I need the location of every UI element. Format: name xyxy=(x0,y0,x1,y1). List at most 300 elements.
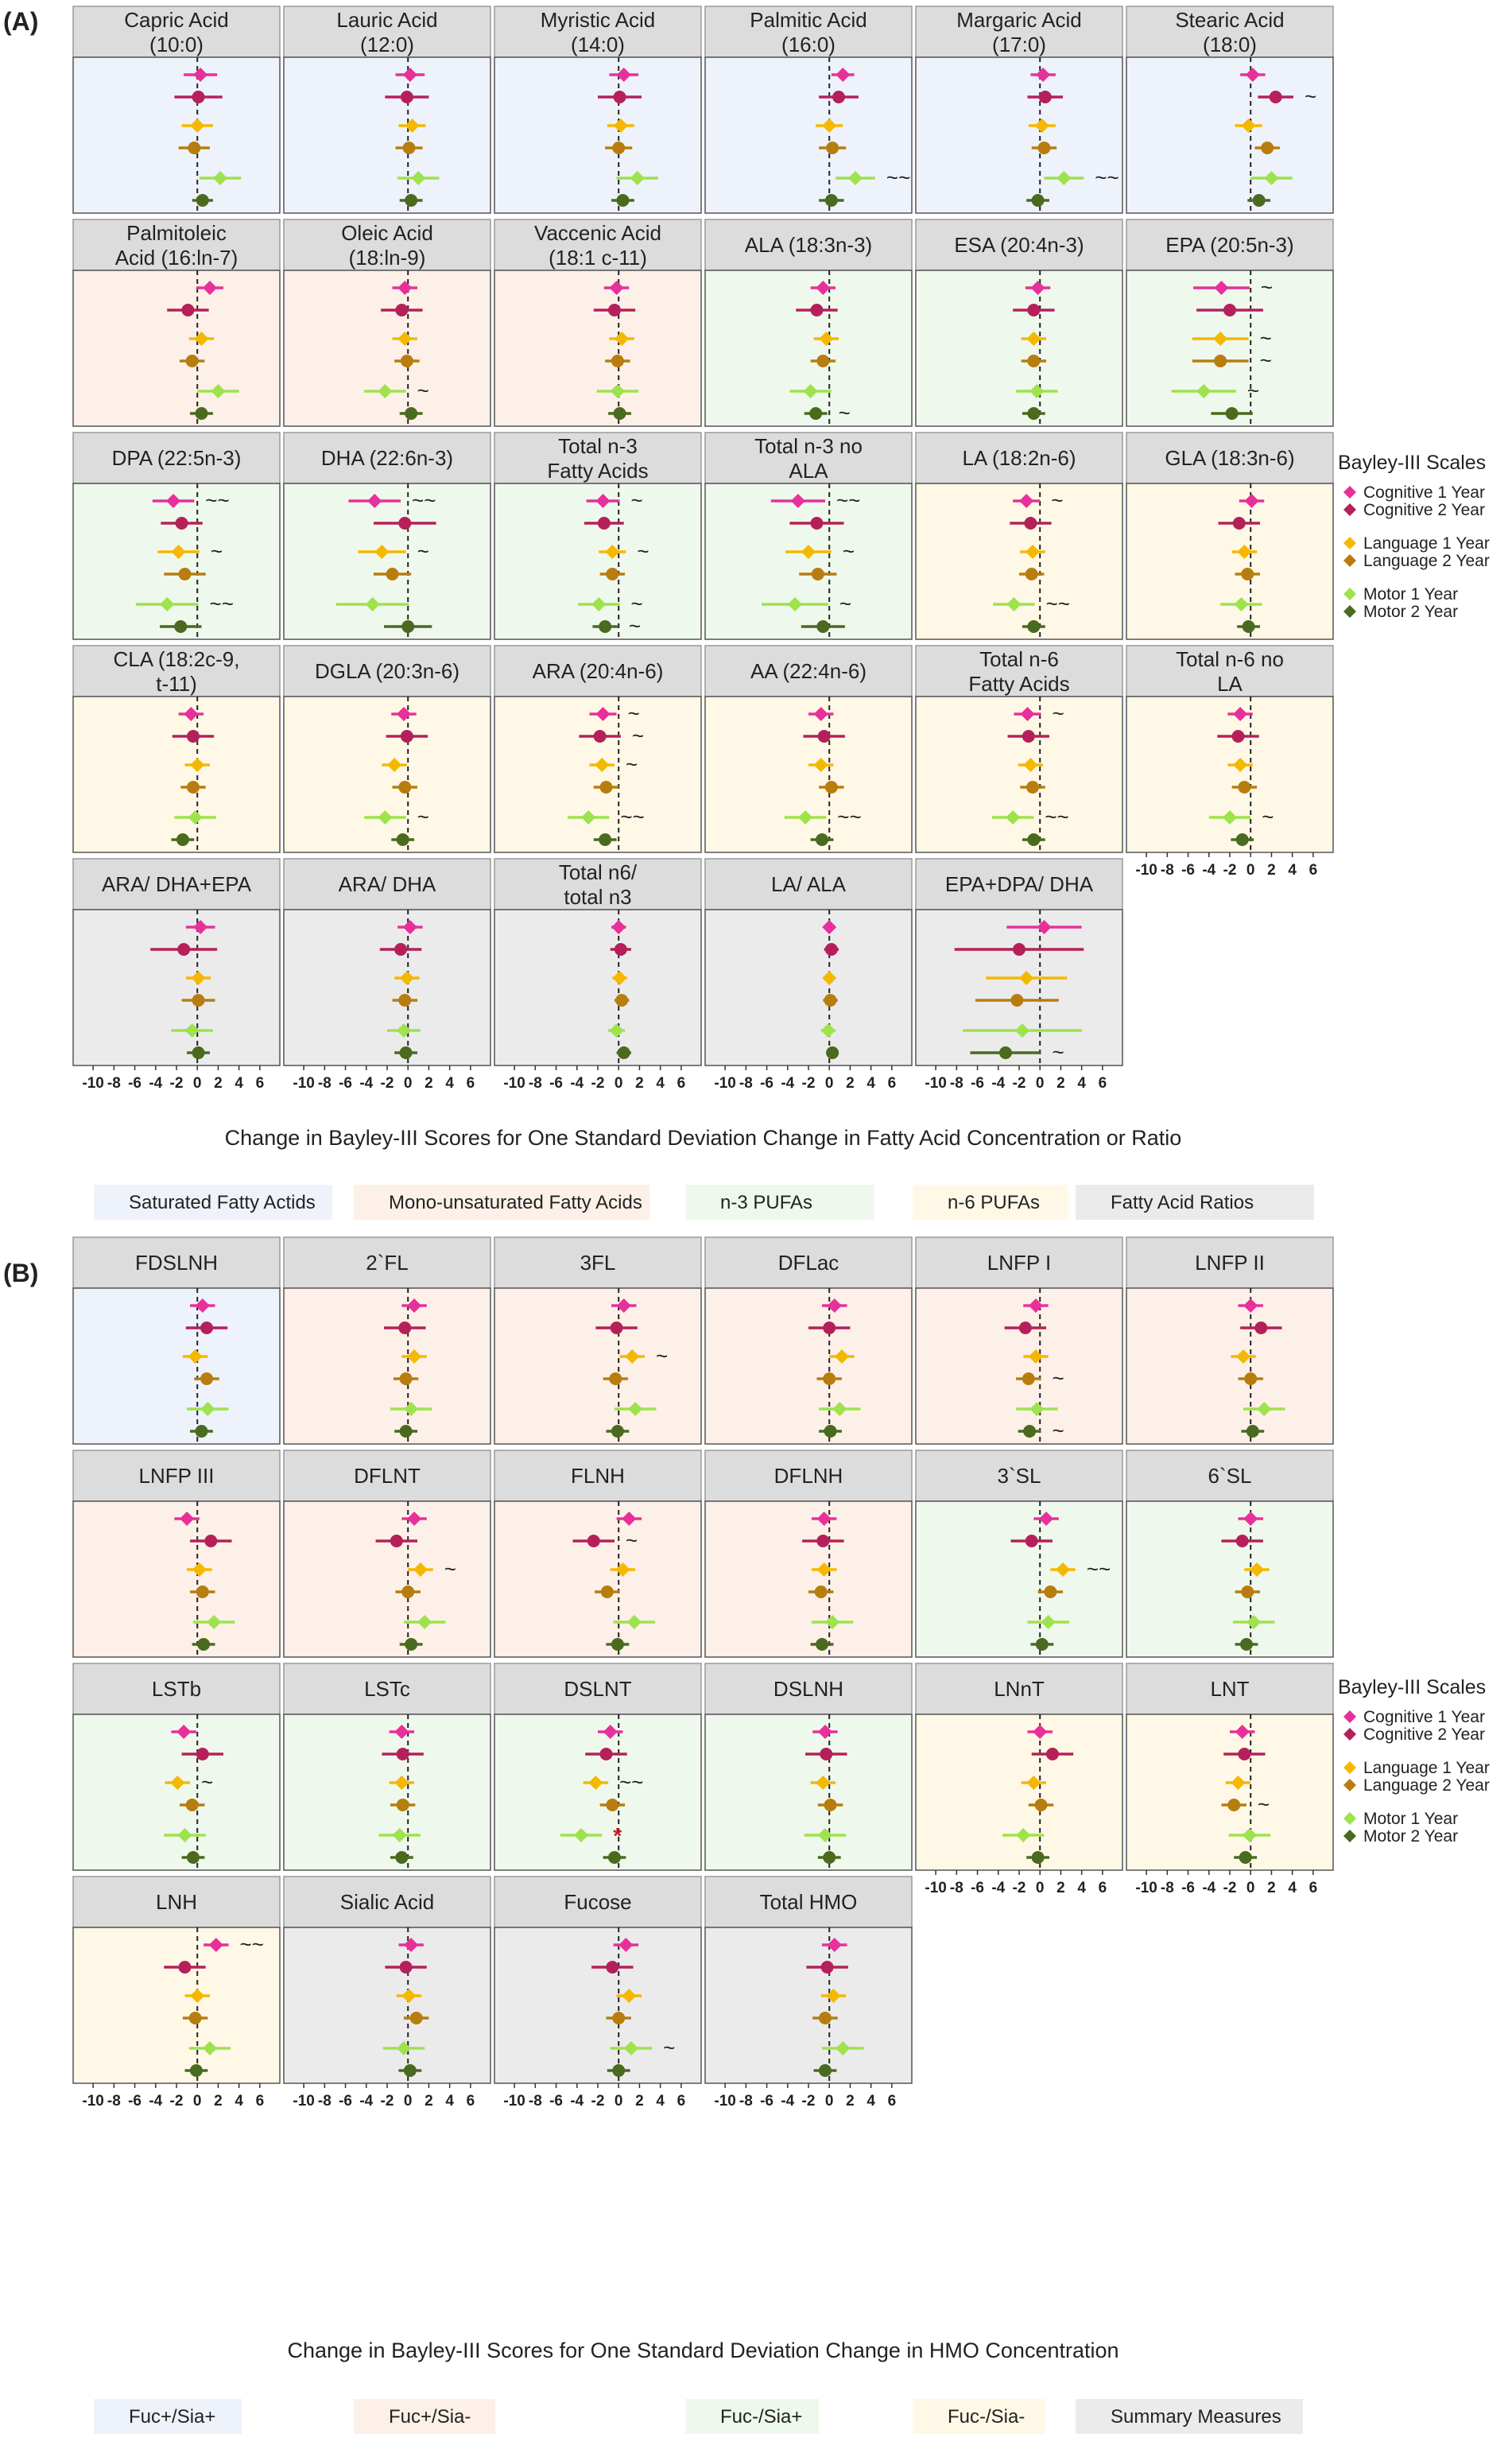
x-tick-label: -2 xyxy=(1223,862,1237,879)
significance-mark: ~ xyxy=(1259,348,1272,372)
point-estimate-marker xyxy=(594,730,607,743)
x-tick-label: -8 xyxy=(528,2093,542,2110)
facet-body xyxy=(1126,1288,1333,1444)
point-estimate-marker xyxy=(618,1046,630,1059)
significance-mark: ~ xyxy=(630,488,643,512)
point-estimate-marker xyxy=(386,568,399,580)
x-tick-label: -8 xyxy=(1160,1880,1174,1896)
point-estimate-marker xyxy=(1243,620,1255,633)
point-estimate-marker xyxy=(196,1748,209,1760)
x-tick-label: -4 xyxy=(781,1075,795,1092)
facet-title: Fucose xyxy=(564,1890,632,1914)
x-tick-label: -8 xyxy=(739,2093,753,2110)
x-axis xyxy=(1135,1870,1317,1896)
facet-title: Acid (16:ln-7) xyxy=(114,246,238,270)
point-estimate-marker xyxy=(1227,1799,1240,1811)
facet-panel xyxy=(73,1877,280,2083)
x-tick-label: -2 xyxy=(380,1075,394,1092)
x-tick-label: 6 xyxy=(1308,1880,1318,1896)
facet-body xyxy=(284,1501,490,1657)
facet-body xyxy=(705,483,912,639)
x-tick-label: -10 xyxy=(714,1075,736,1092)
point-estimate-marker xyxy=(1244,1372,1257,1385)
facet-panel xyxy=(916,433,1122,639)
facet-title: 3`SL xyxy=(997,1464,1041,1488)
facet-body xyxy=(705,697,912,852)
x-tick-label: -2 xyxy=(1012,1880,1026,1896)
significance-mark: ~~ xyxy=(837,805,862,829)
significance-mark: ~ xyxy=(210,539,223,563)
x-axis xyxy=(503,1065,685,1092)
significance-mark: ~~ xyxy=(619,1770,644,1794)
facet-title: (18:1 c-11) xyxy=(549,246,647,270)
facet-body xyxy=(705,910,912,1065)
x-tick-label: 0 xyxy=(1035,1880,1045,1896)
point-estimate-marker xyxy=(612,2012,625,2024)
facet-body xyxy=(73,1501,280,1657)
significance-mark: ~ xyxy=(625,752,638,776)
point-estimate-marker xyxy=(601,1586,614,1598)
x-tick-label: -10 xyxy=(293,2093,315,2110)
point-estimate-marker xyxy=(1233,517,1246,530)
x-tick-label: -4 xyxy=(359,2093,374,2110)
x-tick-label: 6 xyxy=(1308,862,1318,879)
panel-label-a: (A) xyxy=(3,7,39,36)
point-estimate-marker xyxy=(204,1535,217,1547)
x-tick-label: 6 xyxy=(677,2093,686,2110)
x-tick-label: 0 xyxy=(614,1075,623,1092)
point-estimate-marker xyxy=(192,1046,205,1059)
point-estimate-marker xyxy=(609,1372,622,1385)
point-estimate-marker xyxy=(401,355,413,367)
x-tick-label: -2 xyxy=(591,1075,605,1092)
facet-title: Fatty Acids xyxy=(968,672,1070,696)
x-tick-label: -6 xyxy=(549,2093,564,2110)
point-estimate-marker xyxy=(825,943,838,956)
x-tick-label: 0 xyxy=(824,1075,834,1092)
legend-marker xyxy=(1343,1728,1356,1741)
facet-title: Total n-6 no xyxy=(1176,647,1284,671)
x-tick-label: 0 xyxy=(614,2093,623,2110)
facet-panel xyxy=(73,219,280,426)
legend-label: Cognitive 2 Year xyxy=(1363,1725,1485,1744)
significance-mark: ~ xyxy=(842,539,855,563)
x-tick-label: -8 xyxy=(107,1075,121,1092)
facet-title: ARA/ DHA xyxy=(338,872,436,896)
facet-panel xyxy=(916,859,1122,1065)
x-tick-label: 2 xyxy=(214,1075,223,1092)
point-estimate-marker xyxy=(599,1748,612,1760)
point-estimate-marker xyxy=(397,1799,409,1811)
significance-mark: ~~ xyxy=(1045,805,1069,829)
facet-panel xyxy=(1126,1663,1333,1870)
point-estimate-marker xyxy=(1236,1535,1249,1547)
significance-mark: ~ xyxy=(838,401,851,425)
facet-title: 3FL xyxy=(580,1251,616,1275)
facet-title: LA (18:2n-6) xyxy=(962,446,1076,470)
significance-mark: ~ xyxy=(417,378,429,402)
point-estimate-marker xyxy=(1236,833,1249,846)
x-tick-label: -10 xyxy=(925,1880,947,1896)
facet-body xyxy=(73,910,280,1065)
point-estimate-marker xyxy=(824,1425,837,1438)
point-estimate-marker xyxy=(816,620,829,633)
point-estimate-marker xyxy=(1027,304,1040,316)
point-estimate-marker xyxy=(1240,1638,1253,1651)
x-tick-label: -6 xyxy=(128,2093,142,2110)
x-tick-label: 4 xyxy=(445,1075,454,1092)
significance-mark: ~ xyxy=(444,1557,456,1581)
facet-panel xyxy=(916,1237,1122,1444)
point-estimate-marker xyxy=(599,620,611,633)
facet-title: DFLac xyxy=(777,1251,839,1275)
point-estimate-marker xyxy=(1027,355,1040,367)
category-label: Summary Measures xyxy=(1111,2406,1281,2428)
facet-panel xyxy=(284,433,490,639)
point-estimate-marker xyxy=(1032,194,1045,207)
facet-panel xyxy=(916,1663,1122,1870)
point-estimate-marker xyxy=(401,91,413,103)
x-tick-label: -6 xyxy=(128,1075,142,1092)
significance-mark: ~ xyxy=(627,701,640,725)
facet-body xyxy=(916,1714,1122,1870)
significance-mark: ~ xyxy=(1052,1366,1064,1390)
point-estimate-marker xyxy=(404,2064,417,2077)
point-estimate-marker xyxy=(187,1851,200,1864)
point-estimate-marker xyxy=(410,2012,423,2024)
x-tick-label: -10 xyxy=(1135,862,1157,879)
point-estimate-marker xyxy=(823,1851,835,1864)
point-estimate-marker xyxy=(1023,1425,1036,1438)
facet-title: Capric Acid xyxy=(124,8,229,32)
significance-mark: ~ xyxy=(656,1344,669,1368)
facet-panel xyxy=(284,1877,490,2083)
legend-marker xyxy=(1343,503,1356,516)
category-label: Fuc-/Sia+ xyxy=(720,2406,803,2428)
facet-panel xyxy=(705,219,912,426)
x-tick-label: 4 xyxy=(656,2093,665,2110)
facet-panel xyxy=(284,646,490,852)
point-estimate-marker xyxy=(826,142,839,154)
facet-body xyxy=(1126,697,1333,852)
point-estimate-marker xyxy=(195,1425,207,1438)
category-label: Mono-unsaturated Fatty Acids xyxy=(389,1192,642,1213)
point-estimate-marker xyxy=(397,1748,409,1760)
point-estimate-marker xyxy=(587,1535,600,1547)
facet-body xyxy=(916,57,1122,213)
x-tick-label: 6 xyxy=(677,1075,686,1092)
point-estimate-marker xyxy=(400,1372,413,1385)
point-estimate-marker xyxy=(1025,1535,1038,1547)
x-tick-label: 4 xyxy=(1288,1880,1297,1896)
point-estimate-marker xyxy=(1238,1748,1250,1760)
facet-panel xyxy=(73,433,280,639)
point-estimate-marker xyxy=(825,194,838,207)
point-estimate-marker xyxy=(823,1372,835,1385)
category-label: Fuc+/Sia+ xyxy=(129,2406,216,2428)
facet-body xyxy=(705,270,912,426)
facet-panel xyxy=(284,859,490,1065)
facet-body xyxy=(705,1927,912,2083)
facet-panel xyxy=(494,1237,701,1444)
point-estimate-marker xyxy=(606,568,618,580)
facet-panel xyxy=(1126,433,1333,639)
facet-title: Oleic Acid xyxy=(341,221,433,245)
x-tick-label: -10 xyxy=(1135,1880,1157,1896)
point-estimate-marker xyxy=(398,994,411,1007)
point-estimate-marker xyxy=(196,1586,209,1598)
x-axis xyxy=(925,1065,1107,1092)
facet-body xyxy=(916,270,1122,426)
facet-panel xyxy=(494,219,701,426)
facet-body xyxy=(284,1288,490,1444)
point-estimate-marker xyxy=(1241,568,1254,580)
x-tick-label: -4 xyxy=(991,1880,1006,1896)
facet-body xyxy=(1126,1714,1333,1870)
facet-panel xyxy=(494,1877,701,2083)
significance-mark: * xyxy=(613,1823,622,1848)
legend-marker xyxy=(1343,588,1356,600)
facet-panel xyxy=(494,1663,701,1870)
point-estimate-marker xyxy=(832,91,845,103)
x-tick-label: 2 xyxy=(214,2093,223,2110)
x-tick-label: -10 xyxy=(714,2093,736,2110)
x-tick-label: 6 xyxy=(1098,1880,1107,1896)
facet-title: (18:ln-9) xyxy=(348,246,426,270)
x-tick-label: -8 xyxy=(949,1880,963,1896)
x-tick-label: -8 xyxy=(1160,862,1174,879)
category-label: n-3 PUFAs xyxy=(720,1192,813,1213)
facet-panel xyxy=(1126,646,1333,852)
facet-title: ARA/ DHA+EPA xyxy=(101,872,252,896)
significance-mark: ~~ xyxy=(205,488,230,512)
legend-marker xyxy=(1343,554,1356,567)
point-estimate-marker xyxy=(608,304,621,316)
facet-body xyxy=(284,483,490,639)
x-tick-label: -6 xyxy=(549,1075,564,1092)
facet-title: ALA (18:3n-3) xyxy=(744,233,873,257)
x-tick-label: 0 xyxy=(192,2093,202,2110)
point-estimate-marker xyxy=(405,194,417,207)
significance-mark: ~ xyxy=(628,614,642,638)
facet-body xyxy=(494,483,701,639)
facet-body xyxy=(705,1714,912,1870)
point-estimate-marker xyxy=(824,994,837,1007)
facet-title: (18:0) xyxy=(1203,33,1257,56)
point-estimate-marker xyxy=(176,517,188,530)
point-estimate-marker xyxy=(599,833,611,846)
facet-panel xyxy=(73,859,280,1065)
point-estimate-marker xyxy=(823,1322,835,1334)
point-estimate-marker xyxy=(616,194,629,207)
x-tick-label: -2 xyxy=(169,2093,184,2110)
facet-body xyxy=(705,1501,912,1657)
facet-title: (16:0) xyxy=(781,33,835,56)
point-estimate-marker xyxy=(821,1961,834,1974)
x-tick-label: -4 xyxy=(570,1075,584,1092)
x-axis xyxy=(82,1065,264,1092)
facet-body xyxy=(73,270,280,426)
point-estimate-marker xyxy=(192,91,205,103)
facet-body xyxy=(494,697,701,852)
point-estimate-marker xyxy=(1019,1322,1032,1334)
significance-mark: ~ xyxy=(1051,488,1064,512)
facet-title: Fatty Acids xyxy=(547,459,649,483)
legend-label: Cognitive 1 Year xyxy=(1363,1708,1485,1726)
point-estimate-marker xyxy=(816,1638,828,1651)
point-estimate-marker xyxy=(1035,1799,1048,1811)
point-estimate-marker xyxy=(1270,91,1282,103)
point-estimate-marker xyxy=(599,781,612,794)
x-tick-label: -8 xyxy=(317,1075,331,1092)
legend-label: Motor 2 Year xyxy=(1363,603,1459,621)
legend-marker xyxy=(1343,486,1356,499)
x-tick-label: -10 xyxy=(82,2093,104,2110)
point-estimate-marker xyxy=(608,1851,621,1864)
point-estimate-marker xyxy=(394,943,407,956)
facet-title: Total n-6 xyxy=(979,647,1059,671)
x-tick-label: 2 xyxy=(425,1075,433,1092)
x-tick-label: -6 xyxy=(760,1075,774,1092)
facet-title: Myristic Acid xyxy=(540,8,656,32)
point-estimate-marker xyxy=(611,1322,623,1334)
significance-mark: ~ xyxy=(1304,84,1317,108)
x-tick-label: -4 xyxy=(149,2093,163,2110)
x-tick-label: -6 xyxy=(1181,1880,1196,1896)
facet-body xyxy=(284,1927,490,2083)
significance-mark: ~~ xyxy=(886,165,911,189)
x-tick-label: 2 xyxy=(1056,1880,1065,1896)
x-tick-label: -6 xyxy=(339,1075,353,1092)
point-estimate-marker xyxy=(826,1046,839,1059)
point-estimate-marker xyxy=(1027,620,1040,633)
significance-mark: ~ xyxy=(1052,1419,1064,1442)
facet-title: Total HMO xyxy=(759,1890,858,1914)
facet-body xyxy=(73,483,280,639)
category-legend xyxy=(94,2399,1303,2434)
facet-body xyxy=(284,57,490,213)
facet-title: LNH xyxy=(155,1890,198,1914)
facet-body xyxy=(284,697,490,852)
facet-panel xyxy=(705,1237,912,1444)
facet-title: Palmitic Acid xyxy=(750,8,867,32)
facet-panel xyxy=(494,1450,701,1657)
x-tick-label: 0 xyxy=(1246,862,1255,879)
facet-panel xyxy=(73,1663,280,1870)
point-estimate-marker xyxy=(1025,568,1038,580)
facet-body xyxy=(73,697,280,852)
significance-mark: ~~ xyxy=(209,592,234,615)
point-estimate-marker xyxy=(1010,994,1023,1007)
point-estimate-marker xyxy=(400,1961,413,1974)
legend-label: Cognitive 2 Year xyxy=(1363,501,1485,519)
x-tick-label: -8 xyxy=(949,1075,963,1092)
legend-label: Motor 2 Year xyxy=(1363,1827,1459,1846)
legend-marker xyxy=(1343,537,1356,549)
significance-mark: ~~ xyxy=(412,488,436,512)
facet-title: DPA (22:5n-3) xyxy=(111,446,242,470)
legend-label: Motor 1 Year xyxy=(1363,585,1459,604)
significance-mark: ~ xyxy=(625,1528,638,1552)
point-estimate-marker xyxy=(1044,1586,1056,1598)
category-label: Saturated Fatty Actids xyxy=(129,1192,316,1213)
point-estimate-marker xyxy=(186,355,199,367)
point-estimate-marker xyxy=(611,355,624,367)
x-axis xyxy=(714,2083,896,2110)
facet-title: (12:0) xyxy=(360,33,414,56)
facet-panel xyxy=(705,1663,912,1870)
facet-title: EPA+DPA/ DHA xyxy=(944,872,1094,896)
facet-body xyxy=(284,910,490,1065)
point-estimate-marker xyxy=(810,304,823,316)
legend-marker xyxy=(1343,1812,1356,1825)
facet-panel xyxy=(916,6,1122,213)
facet-title: LNFP III xyxy=(138,1464,215,1488)
point-estimate-marker xyxy=(614,943,627,956)
significance-mark: ~~ xyxy=(1086,1557,1111,1581)
x-axis xyxy=(293,2083,475,2110)
facet-panel xyxy=(705,1877,912,2083)
point-estimate-marker xyxy=(178,1961,191,1974)
x-tick-label: 2 xyxy=(846,2093,855,2110)
significance-mark: ~ xyxy=(1259,326,1272,350)
significance-mark: ~~ xyxy=(835,488,861,512)
x-tick-label: 0 xyxy=(403,2093,413,2110)
facet-title: GLA (18:3n-6) xyxy=(1165,446,1295,470)
x-tick-label: -2 xyxy=(169,1075,184,1092)
figure-b-panels xyxy=(73,1237,1490,2434)
facet-title: LA xyxy=(1217,672,1243,696)
point-estimate-marker xyxy=(598,517,611,530)
x-tick-label: -8 xyxy=(317,2093,331,2110)
point-estimate-marker xyxy=(606,1961,618,1974)
x-axis xyxy=(925,1870,1107,1896)
point-estimate-marker xyxy=(1027,407,1040,420)
point-estimate-marker xyxy=(181,304,194,316)
point-estimate-marker xyxy=(1022,730,1035,743)
facet-title: DFLNH xyxy=(773,1464,843,1488)
x-tick-label: -10 xyxy=(82,1075,104,1092)
x-tick-label: -4 xyxy=(991,1075,1006,1092)
figure-a-panels xyxy=(73,6,1490,1220)
facet-body xyxy=(284,1714,490,1870)
point-estimate-marker xyxy=(1013,943,1025,956)
point-estimate-marker xyxy=(1238,781,1250,794)
x-tick-label: 2 xyxy=(635,1075,644,1092)
facet-body xyxy=(494,1501,701,1657)
point-estimate-marker xyxy=(196,194,209,207)
point-estimate-marker xyxy=(606,1799,618,1811)
point-estimate-marker xyxy=(1039,91,1052,103)
point-estimate-marker xyxy=(825,781,838,794)
point-estimate-marker xyxy=(1027,833,1040,846)
facet-title: (17:0) xyxy=(992,33,1046,56)
x-tick-label: 4 xyxy=(866,2093,875,2110)
x-tick-label: -4 xyxy=(1202,1880,1216,1896)
facet-title: total n3 xyxy=(564,885,632,909)
x-tick-label: 6 xyxy=(255,1075,265,1092)
point-estimate-marker xyxy=(816,355,829,367)
x-tick-label: 4 xyxy=(235,1075,243,1092)
category-legend xyxy=(94,1185,1314,1220)
point-estimate-marker xyxy=(615,994,628,1007)
facet-title: Total n-3 xyxy=(558,434,638,458)
facet-body xyxy=(494,1927,701,2083)
legend-label: Cognitive 1 Year xyxy=(1363,483,1485,502)
point-estimate-marker xyxy=(398,1322,411,1334)
x-tick-label: -2 xyxy=(1012,1075,1026,1092)
facet-title: ALA xyxy=(789,459,828,483)
